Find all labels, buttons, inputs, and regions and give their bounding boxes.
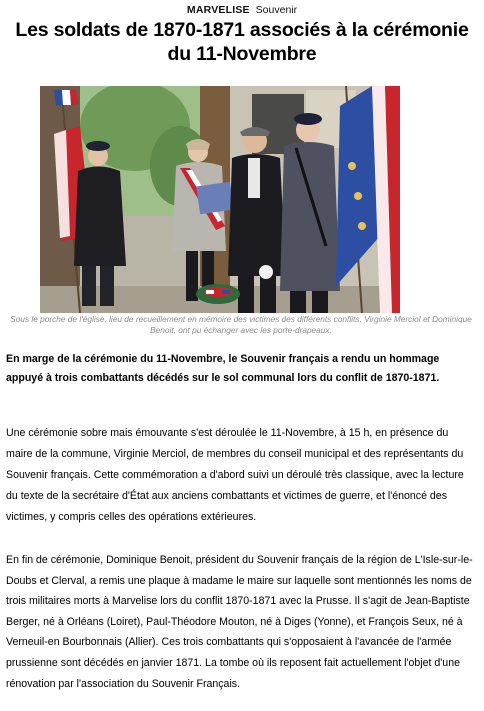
article-lead: En marge de la cérémonie du 11-Novembre, le Souvenir français a rendu un hommage appuyé à trois combattants décédés sur le sol communal lors du conflit de 1870-1871. — [6, 353, 440, 384]
article-kicker — [0, 4, 484, 16]
article-headline: Les soldats de 1870-1871 associés à la cérémonie du 11-Novembre — [15, 19, 469, 65]
photo-illustration — [40, 86, 400, 313]
photo-caption: Sous le porche de l'église, lieu de recueillement en mémoire des victimes des différents conflits, Virginie Merciol et Dominique Benoit, ont pu échanger avec les porte-drapeaux. — [10, 314, 472, 335]
kicker-section: Souvenir — [255, 4, 298, 16]
article-paragraph: En fin de cérémonie, Dominique Benoit, président du Souvenir français de la région de L'Isle-sur-le-Doubs et Clerval, a remis une plaque à madame le maire sur laquelle sont mentionnés les noms de trois militaires morts à Marvelise lors du conflit 1870-1871 avec la Prusse. Il s'agit de Jean-Baptiste Berger, né à Orléans (Loiret), Paul-Théodore Mouton, né à Diges (Yonne), et François Seux, né à Verneuil-en Bourbonnais (Allier). Ces trois combattants qui s'opposaient à l'avancée de l'armée prussienne sont décédés en janvier 1871. La tombe où ils reposent fait actuellement l'objet d'une rénovation par l'association du Souvenir Français. — [6, 554, 473, 690]
article-photo — [40, 86, 400, 313]
kicker-place: MARVELISE — [186, 4, 250, 16]
article-paragraph: Une cérémonie sobre mais émouvante s'est déroulée le 11-Novembre, à 15 h, en présence du maire de la commune, Virginie Merciol, de membres du conseil municipal et des représentants du Souvenir français. Cette commémoration a d'abord suivi un déroulé très classique, avec la lecture du texte de la secrétaire d'État aux anciens combattants et victimes de guerre, et l'énoncé des victimes, y compris celles des opérations extérieures. — [6, 427, 464, 523]
